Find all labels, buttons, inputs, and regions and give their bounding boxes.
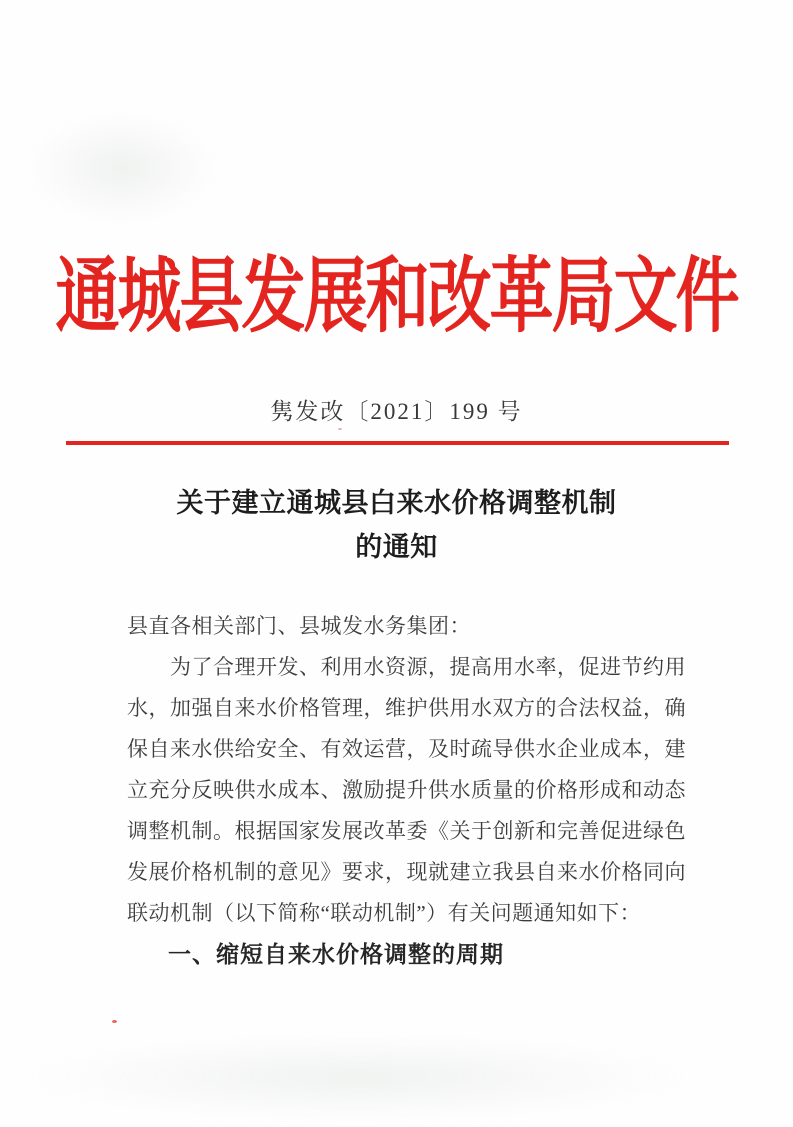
doc-reference-number: 隽发改〔2021〕199 号	[270, 399, 523, 424]
red-divider-line	[66, 441, 729, 445]
doc-title-line2: 的通知	[355, 532, 438, 562]
scan-smudge-top-left	[25, 112, 220, 224]
document-body	[127, 606, 686, 975]
body-line: 为了合理开发、利用水资源，提高用水率，促进节约用	[127, 655, 686, 679]
doc-title	[0, 481, 793, 569]
body-line: 保自来水供给安全、有效运营，及时疏导供水企业成本，建	[127, 737, 686, 761]
body-line: 联动机制（以下简称“联动机制”）有关问题通知如下：	[127, 901, 642, 925]
letterhead-title: 通城县发展和改革局文件	[55, 250, 738, 342]
doc-title-line1: 关于建立通城县白来水价格调整机制	[176, 488, 617, 518]
salutation: 县直各相关部门、县城发水务集团：	[127, 614, 471, 638]
section-heading: 一、缩短自来水价格调整的周期	[168, 941, 504, 967]
scan-speck	[338, 428, 342, 430]
body-line: 调整机制。根据国家发展改革委《关于创新和完善促进绿色	[127, 819, 686, 843]
body-line: 发展价格机制的意见》要求，现就建立我县自来水价格同向	[127, 860, 686, 884]
scan-speck	[112, 1020, 117, 1023]
body-line: 水，加强自来水价格管理，维护供用水双方的合法权益，确	[127, 696, 686, 720]
scan-smudge-bottom	[25, 1035, 690, 1120]
body-line: 立充分反映供水成本、激励提升供水质量的价格形成和动态	[127, 778, 686, 802]
